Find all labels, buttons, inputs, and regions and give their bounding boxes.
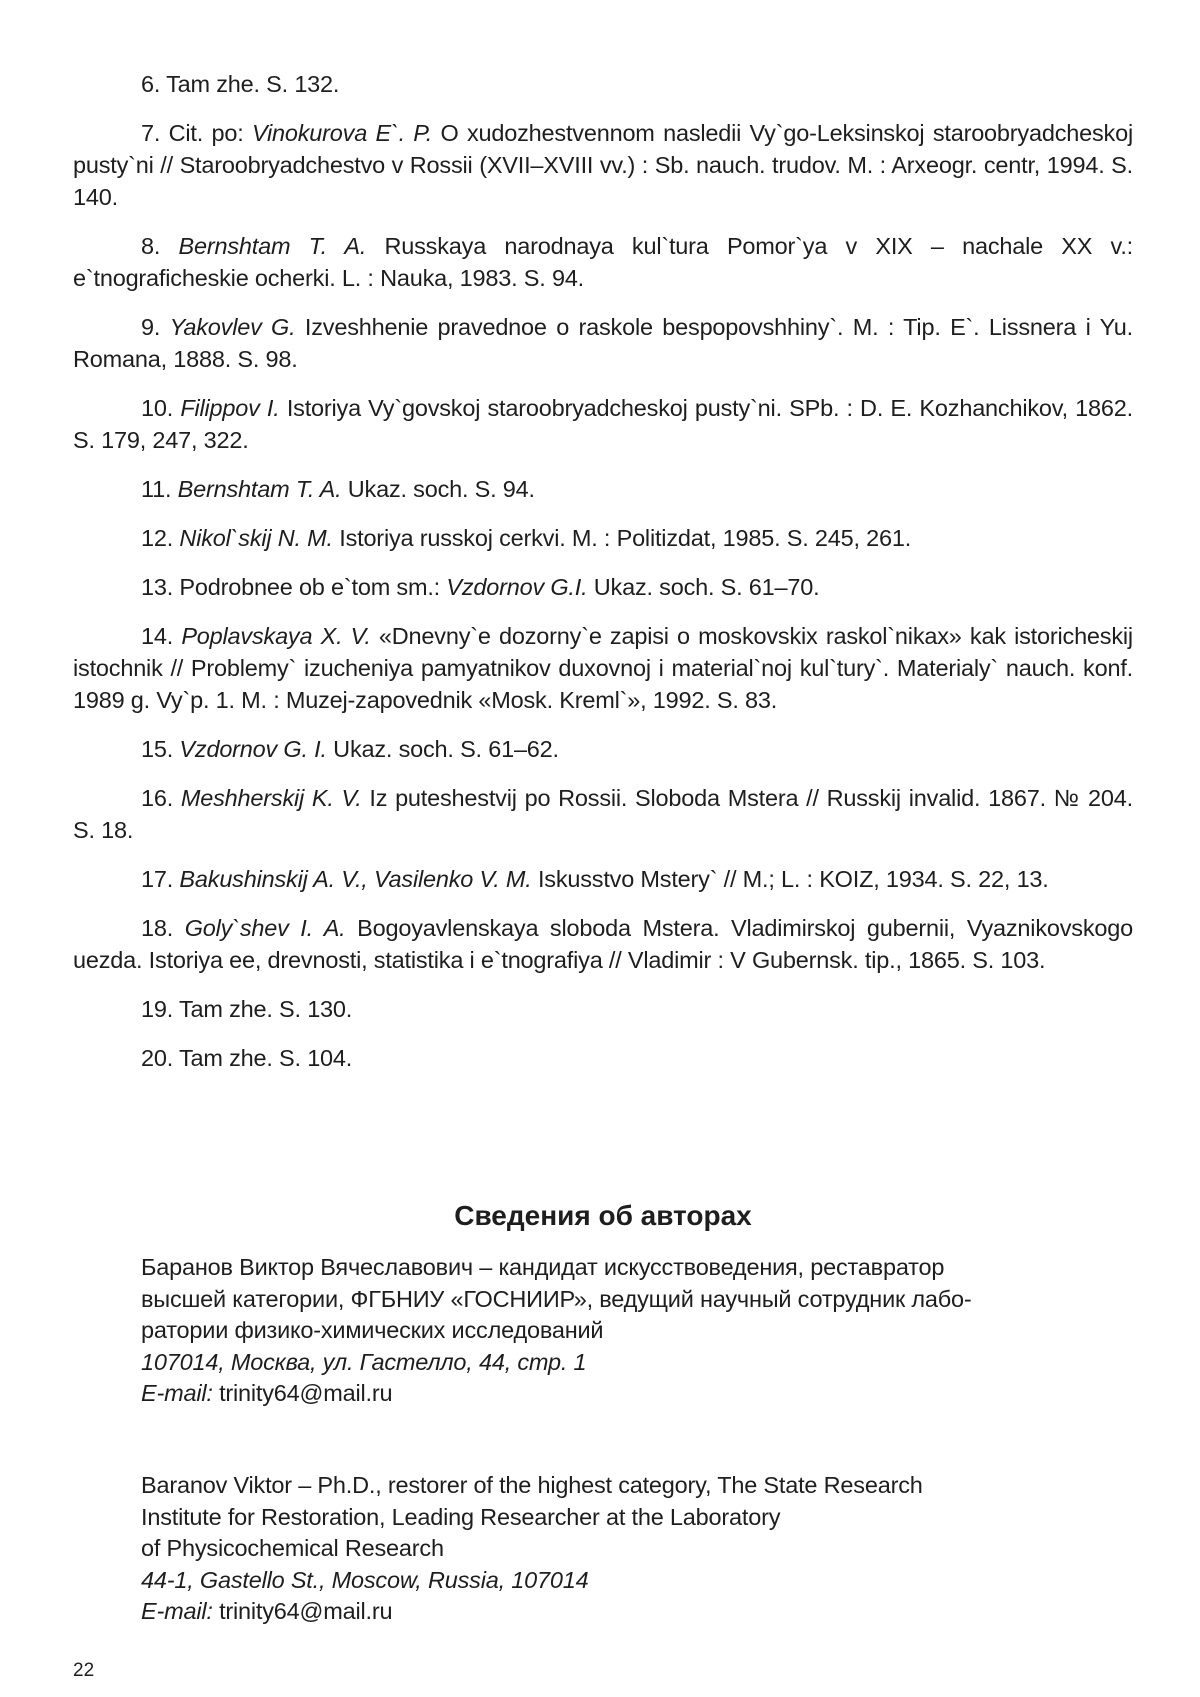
author-description-line: ратории физико-химических исследований: [141, 1317, 604, 1343]
reference-author: Bakushinskij A. V., Vasilenko V. M.: [179, 866, 532, 892]
reference-number: 17.: [141, 866, 174, 892]
reference-16: [73, 782, 1133, 846]
reference-11: [73, 473, 1133, 505]
author-email-line: [141, 1596, 1131, 1628]
reference-15: [73, 733, 1133, 765]
email-label: E-mail:: [141, 1380, 213, 1406]
author-info-en: [141, 1470, 1131, 1628]
reference-text: Ukaz. soch. S. 94.: [347, 476, 535, 502]
author-description-line: Baranov Viktor – Ph.D., restorer of the highest category, The State Research: [141, 1472, 923, 1498]
reference-12: [73, 522, 1133, 554]
reference-author: Bernshtam T. A.: [177, 476, 342, 502]
reference-author: Yakovlev G.: [169, 314, 296, 340]
reference-7: [73, 117, 1133, 213]
reference-prefix: Cit. po:: [168, 120, 244, 146]
reference-number: 6.: [141, 71, 161, 97]
reference-10: [73, 392, 1133, 456]
reference-number: 12.: [141, 525, 174, 551]
reference-number: 16.: [141, 785, 174, 811]
reference-text: O xudozhestvennom nasledii Vy`go-Leksinskoj staroobryadcheskoj pusty`ni // Staroobryadchestvo v Rossii (XVII–XVIII vv.) : Sb. nauch. trudov. M. : Arxeogr. centr, 1994. S. 140.: [73, 120, 1133, 210]
reference-19: [73, 993, 1133, 1025]
author-address: 44-1, Gastello St., Moscow, Russia, 107014: [141, 1566, 589, 1593]
author-email-line: [141, 1378, 1131, 1410]
reference-number: 11.: [141, 476, 172, 502]
reference-number: 15.: [141, 736, 174, 762]
reference-author: Nikol`skij N. M.: [179, 525, 333, 551]
reference-text: Ukaz. soch. S. 61–70.: [593, 574, 820, 600]
reference-number: 8.: [141, 233, 161, 259]
reference-number: 20.: [141, 1045, 174, 1071]
reference-number: 10.: [141, 395, 174, 421]
page-number: 22: [73, 1660, 95, 1681]
author-address: 107014, Москва, ул. Гастелло, 44, стр. 1: [141, 1348, 587, 1375]
reference-13: [73, 571, 1133, 603]
reference-text: Istoriya Vy`govskoj staroobryadcheskoj pusty`ni. SPb. : D. E. Kozhanchikov, 1862. S. 179, 247, 322.: [73, 395, 1133, 453]
author-description-line: высшей категории, ФГБНИУ «ГОСНИИР», ведущий научный сотрудник лабо-: [141, 1285, 972, 1312]
reference-18: [73, 912, 1133, 976]
reference-text: Iskusstvo Mstery` // M.; L. : KOIZ, 1934. S. 22, 13.: [537, 866, 1049, 892]
reference-number: 13.: [141, 574, 174, 600]
email-label: E-mail:: [141, 1598, 213, 1624]
reference-number: 14.: [141, 623, 174, 649]
reference-author: Poplavskaya X. V.: [181, 623, 371, 649]
reference-14: [73, 620, 1133, 716]
reference-text: Ukaz. soch. S. 61–62.: [333, 736, 559, 762]
reference-text: Istoriya russkoj cerkvi. M. : Politizdat, 1985. S. 245, 261.: [339, 525, 912, 551]
reference-17: [73, 863, 1133, 895]
reference-author: Bernshtam T. A.: [178, 233, 367, 259]
author-description-line: Баранов Виктор Вячеславович – кандидат искусствоведения, реставратор: [141, 1254, 945, 1280]
reference-author: Goly`shev I. A.: [184, 915, 346, 941]
reference-text: Russkaya narodnaya kul`tura Pomor`ya v XIX – nachale XX v.: e`tnograficheskie ocherki. L. : Nauka, 1983. S. 94.: [73, 233, 1133, 291]
reference-author: Vzdornov G.I.: [446, 574, 588, 600]
reference-number: 19.: [141, 996, 174, 1022]
reference-number: 9.: [141, 314, 161, 340]
reference-8: [73, 230, 1133, 294]
reference-text: Bogoyavlenskaya sloboda Mstera. Vladimirskoj gubernii, Vyaznikovskogo uezda. Istoriya ee, drevnosti, statistika i e`tnografiya // Vladimir : V Gubernsk. tip., 1865. S. 103.: [73, 915, 1133, 973]
reference-number: 7.: [141, 120, 161, 146]
reference-author: Filippov I.: [180, 395, 280, 421]
reference-author: Vzdornov G. I.: [179, 736, 327, 762]
reference-author: Vinokurova E`. P.: [251, 120, 433, 146]
reference-number: 18.: [141, 915, 174, 941]
references-list: [73, 68, 1133, 1091]
reference-author: Meshherskij K. V.: [180, 785, 362, 811]
reference-9: [73, 311, 1133, 375]
authors-heading: Сведения об авторах: [454, 1200, 752, 1231]
reference-text: Tam zhe. S. 132.: [166, 71, 340, 97]
reference-text: «Dnevny`e dozorny`e zapisi o moskovskix raskol`nikax» kak istoricheskij istochnik // Problemy` izucheniya pamyatnikov duxovnoj i material`noj kul`tury`. Materialy` nauch. konf. 1989 g. Vy`p. 1. M. : Muzej-zapovednik «Mosk. Kreml`», 1992. S. 83.: [73, 623, 1133, 713]
author-description-line: Institute for Restoration, Leading Researcher at the Laboratory: [141, 1503, 781, 1530]
reference-6: [73, 68, 1133, 100]
reference-prefix: Podrobnee ob e`tom sm.:: [179, 574, 440, 600]
author-email[interactable]: trinity64@mail.ru: [219, 1598, 393, 1624]
author-info-ru: [141, 1252, 1131, 1410]
reference-text: Izveshhenie pravednoe o raskole bespopovshhiny`. M. : Tip. E`. Lissnera i Yu. Romana, 1888. S. 98.: [73, 314, 1133, 372]
reference-text: Tam zhe. S. 130.: [178, 996, 353, 1022]
reference-20: [73, 1042, 1133, 1074]
reference-text: Tam zhe. S. 104.: [178, 1045, 353, 1071]
author-email[interactable]: trinity64@mail.ru: [219, 1380, 393, 1406]
reference-text: Iz puteshestvij po Rossii. Sloboda Mstera // Russkij invalid. 1867. № 204. S. 18.: [73, 785, 1133, 843]
author-description-line: of Physicochemical Research: [141, 1535, 444, 1561]
